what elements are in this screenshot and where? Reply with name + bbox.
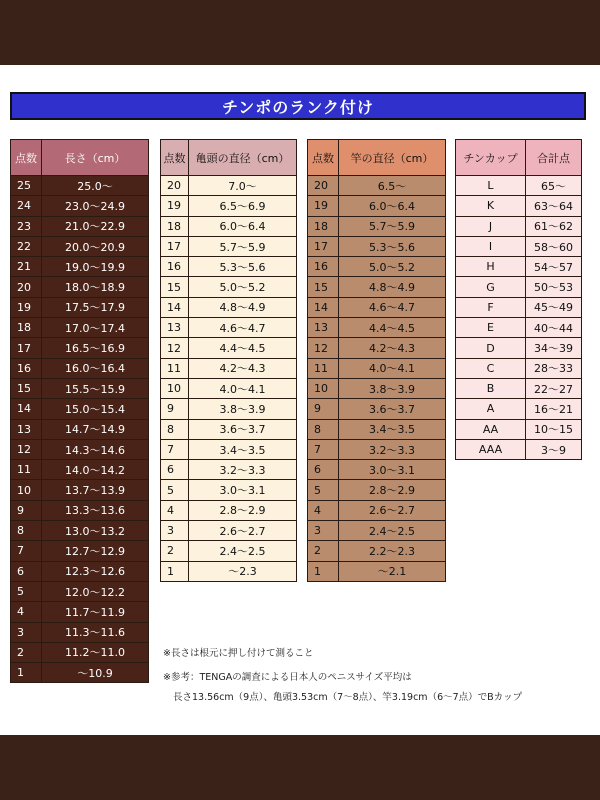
table-cell-key: 1 (11, 663, 42, 683)
table-cell-value: 4.2〜4.3 (189, 358, 297, 378)
table-cell-key: 16 (11, 358, 42, 378)
table-cell-value: 2.8〜2.9 (189, 500, 297, 520)
table-cell-value: 13.3〜13.6 (42, 500, 149, 520)
table-cell-value: 20.0〜20.9 (42, 236, 149, 256)
note-average: 長さ13.56cm（9点）、亀頭3.53cm（7〜8点）、竿3.19cm（6〜7点）でBカップ (173, 692, 523, 703)
table-cell-key: 17 (161, 236, 189, 256)
table-cell-value: 5.7〜5.9 (339, 216, 446, 236)
table-header-row (11, 140, 149, 176)
table-cell-key: 15 (308, 277, 339, 297)
table-row (456, 399, 582, 419)
table-cell-key: 8 (308, 419, 339, 439)
table-cell-value: 14.3〜14.6 (42, 439, 149, 459)
table-cell-key: 19 (161, 196, 189, 216)
table-row (308, 236, 446, 256)
table-cell-value: 3〜9 (526, 439, 582, 459)
table-cell-value: 4.0〜4.1 (339, 358, 446, 378)
table-cell-value: 28〜33 (526, 358, 582, 378)
table-row (161, 216, 297, 236)
table-cell-key: 10 (11, 480, 42, 500)
table-row (456, 176, 582, 196)
table-cell-value: 50〜53 (526, 277, 582, 297)
table-cell-key: A (456, 399, 526, 419)
table-cell-key: 11 (11, 460, 42, 480)
table-cell-value: 3.0〜3.1 (339, 460, 446, 480)
table-cell-value: 23.0〜24.9 (42, 196, 149, 216)
table-row (11, 460, 149, 480)
table-row (11, 419, 149, 439)
table-cell-key: 11 (161, 358, 189, 378)
table-row (456, 277, 582, 297)
table-cell-value: 3.8〜3.9 (189, 399, 297, 419)
table-row (11, 236, 149, 256)
table-cell-value: 40〜44 (526, 318, 582, 338)
table-row (456, 318, 582, 338)
table-cell-value: 5.3〜5.6 (189, 257, 297, 277)
table-cell-key: C (456, 358, 526, 378)
table-cell-value: 63〜64 (526, 196, 582, 216)
table-cell-value: 5.3〜5.6 (339, 236, 446, 256)
table-cell-value: 13.7〜13.9 (42, 480, 149, 500)
table-cell-key: 6 (161, 460, 189, 480)
table-row (308, 277, 446, 297)
table-row (161, 561, 297, 581)
table-cell-key: F (456, 297, 526, 317)
table-cell-key: 5 (11, 581, 42, 601)
table-cell-key: 18 (161, 216, 189, 236)
table-cell-key: 8 (11, 521, 42, 541)
table-cell-key: B (456, 378, 526, 398)
table-row (11, 541, 149, 561)
column-header-cup: チンカップ (456, 140, 526, 176)
table-cell-value: 2.6〜2.7 (339, 500, 446, 520)
table-row (456, 358, 582, 378)
table-cell-value: 3.6〜3.7 (189, 419, 297, 439)
table-cell-value: 12.7〜12.9 (42, 541, 149, 561)
table-row (11, 338, 149, 358)
table-row (11, 216, 149, 236)
table-cell-value: 19.0〜19.9 (42, 257, 149, 277)
table-cell-value: 11.3〜11.6 (42, 622, 149, 642)
table-cell-value: 3.0〜3.1 (189, 480, 297, 500)
table-row (161, 338, 297, 358)
table-cell-key: 3 (308, 521, 339, 541)
table-cell-value: 3.8〜3.9 (339, 378, 446, 398)
table-row (456, 236, 582, 256)
table-cell-value: 2.4〜2.5 (189, 541, 297, 561)
table-row (308, 297, 446, 317)
table-cell-value: 61〜62 (526, 216, 582, 236)
page-title: チンポのランク付け (10, 92, 586, 120)
table-cell-value: 25.0〜 (42, 176, 149, 196)
table-row (456, 419, 582, 439)
table-cell-key: 7 (11, 541, 42, 561)
table-cell-value: 5.0〜5.2 (339, 257, 446, 277)
table-row (161, 378, 297, 398)
table-cell-value: 〜10.9 (42, 663, 149, 683)
table-row (11, 642, 149, 662)
table-row (456, 196, 582, 216)
table-cell-value: 3.6〜3.7 (339, 399, 446, 419)
table-cell-key: 12 (11, 439, 42, 459)
table-cell-key: 8 (161, 419, 189, 439)
table-cell-key: AAA (456, 439, 526, 459)
table-cell-value: 22〜27 (526, 378, 582, 398)
table-cell-value: 10〜15 (526, 419, 582, 439)
table-cell-key: 3 (161, 521, 189, 541)
table-cell-value: 6.5〜 (339, 176, 446, 196)
table-cell-value: 4.0〜4.1 (189, 378, 297, 398)
table-cell-key: 6 (308, 460, 339, 480)
table-cell-key: 5 (161, 480, 189, 500)
table-cell-key: 1 (308, 561, 339, 581)
table-cell-key: 9 (11, 500, 42, 520)
table-row (11, 277, 149, 297)
table-cell-key: 15 (11, 378, 42, 398)
table-cell-key: 2 (11, 642, 42, 662)
table-cell-key: 4 (11, 602, 42, 622)
table-cell-key: 22 (11, 236, 42, 256)
table-cell-key: 17 (308, 236, 339, 256)
table-row (456, 439, 582, 459)
table-row (308, 196, 446, 216)
table-cell-value: 6.5〜6.9 (189, 196, 297, 216)
table-row (161, 196, 297, 216)
table-cell-value: 4.4〜4.5 (189, 338, 297, 358)
table-cell-value: 3.4〜3.5 (339, 419, 446, 439)
table-cell-value: 16.0〜16.4 (42, 358, 149, 378)
table-cell-value: 18.0〜18.9 (42, 277, 149, 297)
column-header-shaft-diameter: 竿の直径（cm） (339, 140, 446, 176)
table-cell-key: L (456, 176, 526, 196)
table-cell-value: 11.2〜11.0 (42, 642, 149, 662)
table-row (11, 358, 149, 378)
table-row (11, 196, 149, 216)
table-row (308, 521, 446, 541)
table-row (161, 257, 297, 277)
table-cell-value: 21.0〜22.9 (42, 216, 149, 236)
table-row (11, 439, 149, 459)
table-cell-value: 〜2.1 (339, 561, 446, 581)
table-row (11, 500, 149, 520)
table-row (456, 297, 582, 317)
table-cell-key: 1 (161, 561, 189, 581)
note-reference: ※参考：TENGAの調査による日本人のペニスサイズ平均は (163, 672, 412, 683)
table-cell-value: 5.0〜5.2 (189, 277, 297, 297)
table-cell-key: 2 (161, 541, 189, 561)
table-cell-key: 9 (161, 399, 189, 419)
table-cell-value: 45〜49 (526, 297, 582, 317)
table-cell-value: 2.6〜2.7 (189, 521, 297, 541)
table-cell-key: 19 (308, 196, 339, 216)
table-header-row (456, 140, 582, 176)
table-cell-key: 4 (161, 500, 189, 520)
length-table-body (11, 176, 149, 683)
table-cell-value: 6.0〜6.4 (189, 216, 297, 236)
table-cell-value: 〜2.3 (189, 561, 297, 581)
table-cell-key: I (456, 236, 526, 256)
table-cell-value: 2.8〜2.9 (339, 480, 446, 500)
table-cell-key: 12 (161, 338, 189, 358)
table-cell-key: H (456, 257, 526, 277)
table-cell-key: G (456, 277, 526, 297)
column-header-score: 点数 (11, 140, 42, 176)
table-cell-value: 3.4〜3.5 (189, 439, 297, 459)
table-row (161, 176, 297, 196)
table-row (161, 541, 297, 561)
table-row (161, 399, 297, 419)
table-cell-value: 4.4〜4.5 (339, 318, 446, 338)
table-cell-key: 11 (308, 358, 339, 378)
column-header-score: 点数 (161, 140, 189, 176)
table-row (456, 378, 582, 398)
table-cell-value: 34〜39 (526, 338, 582, 358)
table-row (308, 460, 446, 480)
table-cell-value: 3.2〜3.3 (339, 439, 446, 459)
table-cell-key: 15 (161, 277, 189, 297)
table-row (161, 500, 297, 520)
column-header-glans-diameter: 亀頭の直径（cm） (189, 140, 297, 176)
column-header-length: 長さ（cm） (42, 140, 149, 176)
table-cell-key: 17 (11, 338, 42, 358)
table-cell-key: 6 (11, 561, 42, 581)
table-row (308, 541, 446, 561)
table-cell-key: 14 (161, 297, 189, 317)
table-row (11, 521, 149, 541)
table-cell-key: 5 (308, 480, 339, 500)
table-cell-value: 65〜 (526, 176, 582, 196)
cup-rank-table (455, 139, 582, 460)
table-cell-value: 54〜57 (526, 257, 582, 277)
table-row (308, 176, 446, 196)
table-cell-key: 20 (161, 176, 189, 196)
table-row (456, 257, 582, 277)
table-cell-key: 20 (308, 176, 339, 196)
table-row (11, 318, 149, 338)
table-row (161, 460, 297, 480)
table-row (161, 419, 297, 439)
table-cell-key: 4 (308, 500, 339, 520)
table-cell-key: D (456, 338, 526, 358)
table-row (11, 622, 149, 642)
table-row (308, 500, 446, 520)
table-cell-key: 18 (308, 216, 339, 236)
table-row (308, 358, 446, 378)
table-row (456, 216, 582, 236)
length-table (10, 139, 149, 683)
table-cell-key: 7 (161, 439, 189, 459)
table-row (11, 378, 149, 398)
table-cell-value: 14.7〜14.9 (42, 419, 149, 439)
table-cell-value: 2.4〜2.5 (339, 521, 446, 541)
table-cell-value: 4.6〜4.7 (339, 297, 446, 317)
table-cell-value: 7.0〜 (189, 176, 297, 196)
table-row (161, 318, 297, 338)
table-row (308, 338, 446, 358)
table-cell-key: 16 (161, 257, 189, 277)
table-row (161, 480, 297, 500)
table-cell-value: 12.0〜12.2 (42, 581, 149, 601)
table-cell-value: 3.2〜3.3 (189, 460, 297, 480)
table-cell-value: 4.6〜4.7 (189, 318, 297, 338)
table-cell-value: 6.0〜6.4 (339, 196, 446, 216)
table-cell-value: 17.5〜17.9 (42, 297, 149, 317)
glans-table-body (161, 176, 297, 582)
table-cell-key: 13 (308, 318, 339, 338)
table-cell-value: 16.5〜16.9 (42, 338, 149, 358)
shaft-diameter-table (307, 139, 446, 582)
table-cell-value: 2.2〜2.3 (339, 541, 446, 561)
table-cell-key: 21 (11, 257, 42, 277)
table-row (11, 561, 149, 581)
table-cell-key: 7 (308, 439, 339, 459)
table-row (11, 257, 149, 277)
table-cell-value: 16〜21 (526, 399, 582, 419)
table-row (161, 521, 297, 541)
table-row (308, 480, 446, 500)
table-cell-key: 14 (11, 399, 42, 419)
ranking-sheet (0, 65, 600, 735)
table-cell-key: 16 (308, 257, 339, 277)
table-row (11, 297, 149, 317)
table-row (11, 399, 149, 419)
table-cell-value: 14.0〜14.2 (42, 460, 149, 480)
table-row (11, 480, 149, 500)
table-cell-key: E (456, 318, 526, 338)
table-row (161, 439, 297, 459)
table-cell-value: 4.2〜4.3 (339, 338, 446, 358)
table-cell-value: 11.7〜11.9 (42, 602, 149, 622)
table-cell-key: 9 (308, 399, 339, 419)
table-cell-key: J (456, 216, 526, 236)
table-cell-key: 18 (11, 318, 42, 338)
table-row (161, 297, 297, 317)
table-cell-value: 5.7〜5.9 (189, 236, 297, 256)
table-cell-key: 2 (308, 541, 339, 561)
table-cell-key: 20 (11, 277, 42, 297)
note-measurement: ※長さは根元に押し付けて測ること (163, 648, 314, 659)
table-cell-value: 15.0〜15.4 (42, 399, 149, 419)
table-row (308, 419, 446, 439)
table-cell-key: 19 (11, 297, 42, 317)
table-row (308, 257, 446, 277)
shaft-table-body (308, 176, 446, 582)
table-row (456, 338, 582, 358)
table-row (11, 176, 149, 196)
table-row (308, 561, 446, 581)
table-cell-value: 4.8〜4.9 (189, 297, 297, 317)
column-header-total-score: 合計点 (526, 140, 582, 176)
table-row (11, 602, 149, 622)
table-cell-value: 4.8〜4.9 (339, 277, 446, 297)
table-cell-key: 12 (308, 338, 339, 358)
table-row (11, 663, 149, 683)
table-row (161, 277, 297, 297)
table-cell-key: K (456, 196, 526, 216)
table-cell-key: 14 (308, 297, 339, 317)
table-cell-key: AA (456, 419, 526, 439)
table-cell-key: 13 (161, 318, 189, 338)
table-cell-key: 10 (308, 378, 339, 398)
table-cell-key: 25 (11, 176, 42, 196)
table-cell-value: 13.0〜13.2 (42, 521, 149, 541)
table-row (308, 216, 446, 236)
cup-table-body (456, 176, 582, 460)
table-cell-value: 58〜60 (526, 236, 582, 256)
table-cell-value: 17.0〜17.4 (42, 318, 149, 338)
table-cell-key: 10 (161, 378, 189, 398)
table-header-row (308, 140, 446, 176)
table-cell-value: 15.5〜15.9 (42, 378, 149, 398)
column-header-score: 点数 (308, 140, 339, 176)
table-cell-value: 12.3〜12.6 (42, 561, 149, 581)
table-row (161, 358, 297, 378)
table-row (161, 236, 297, 256)
table-row (11, 581, 149, 601)
glans-diameter-table (160, 139, 297, 582)
table-row (308, 318, 446, 338)
table-cell-key: 3 (11, 622, 42, 642)
table-row (308, 378, 446, 398)
table-row (308, 439, 446, 459)
table-header-row (161, 140, 297, 176)
table-cell-key: 24 (11, 196, 42, 216)
table-cell-key: 13 (11, 419, 42, 439)
table-cell-key: 23 (11, 216, 42, 236)
table-row (308, 399, 446, 419)
